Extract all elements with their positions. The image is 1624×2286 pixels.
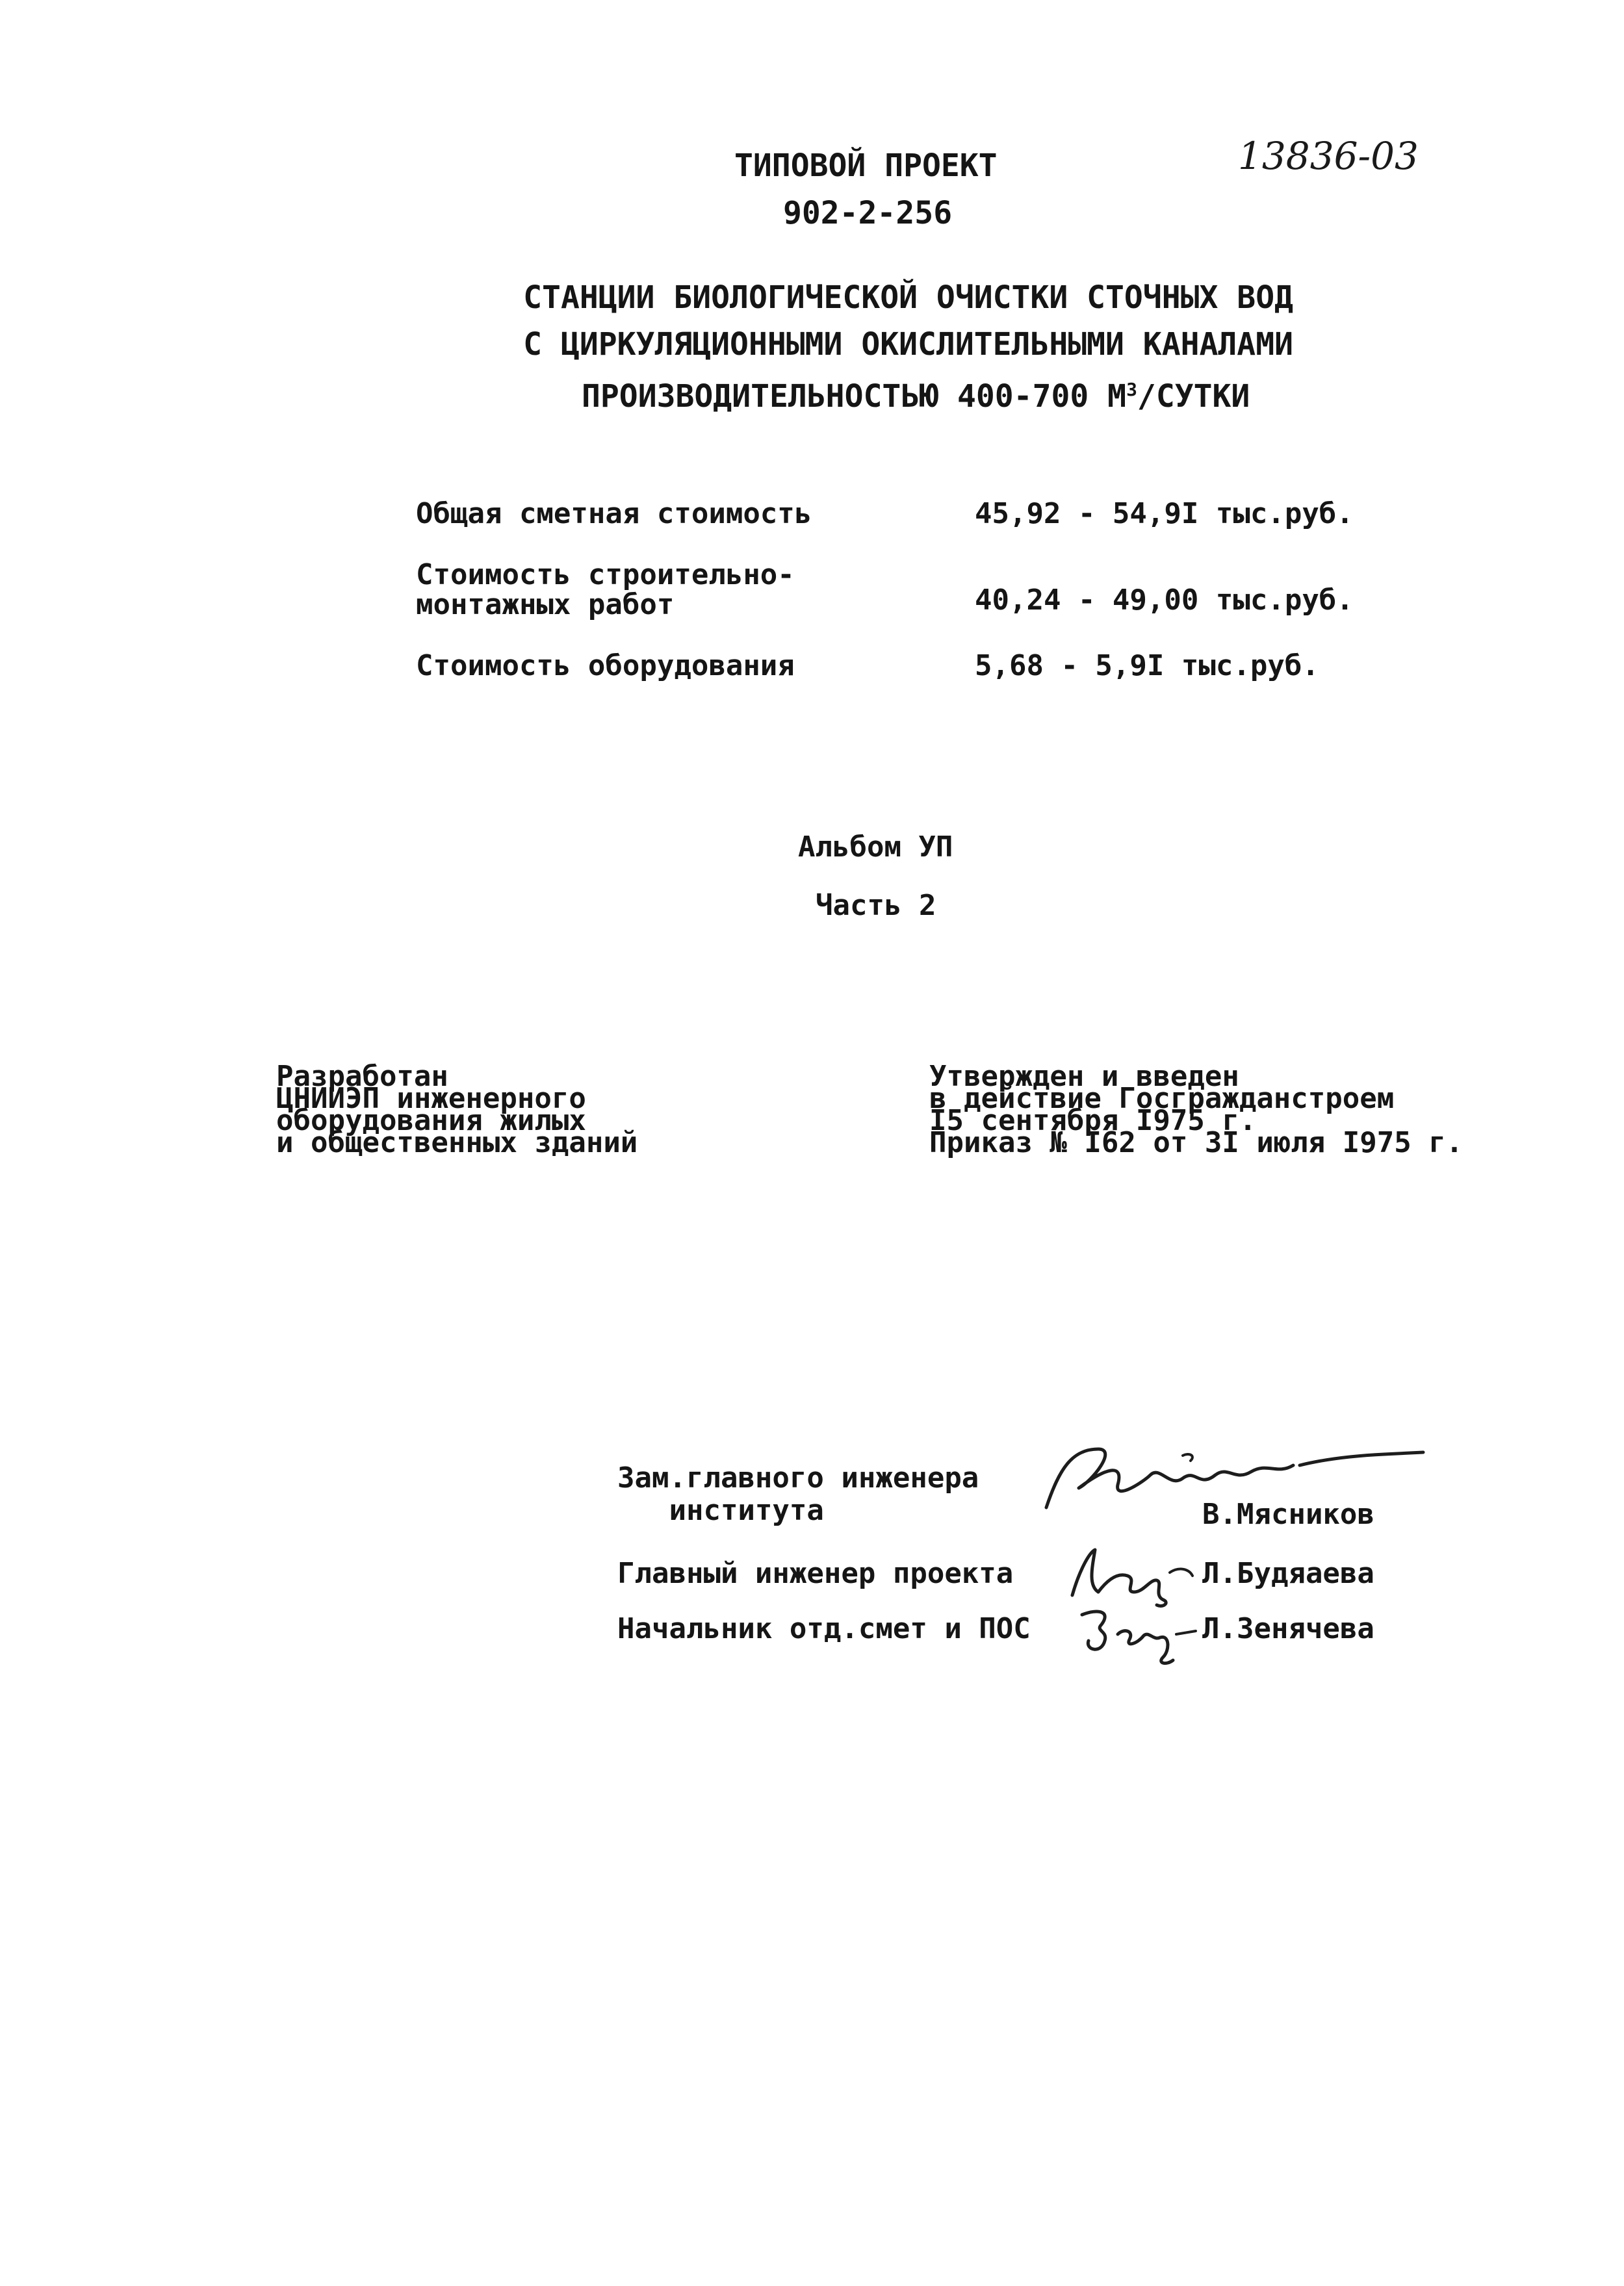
signature-title-deputy-chief: Зам.главного инженера института: [617, 1461, 979, 1527]
title-line-2: С ЦИРКУЛЯЦИОННЫМИ ОКИСЛИТЕЛЬНЫМИ КАНАЛАМИ: [523, 326, 1293, 363]
cost-label-equipment: Стоимость оборудования: [416, 649, 795, 682]
cost-value-equipment: 5,68 - 5,9I тыс.руб.: [975, 649, 1319, 682]
signature-name-estimates-head: Л.Зенячева: [1202, 1612, 1374, 1645]
cost-value-total: 45,92 - 54,9I тыс.руб.: [975, 497, 1354, 530]
cost-label-construction: Стоимость строительно- монтажных работ: [416, 558, 795, 621]
title-line-3: [582, 370, 1250, 416]
developer-block: Разработан ЦНИИЭП инженерного оборудования жилых и общественных зданий: [276, 1060, 638, 1159]
signature-name-chief-engineer: Л.Будяаева: [1202, 1557, 1374, 1590]
inventory-number: 13836-03: [1238, 134, 1419, 178]
signature-title-estimates-head: Начальник отд.смет и ПОС: [617, 1612, 1031, 1645]
title-line-1: СТАНЦИИ БИОЛОГИЧЕСКОЙ ОЧИСТКИ СТОЧНЫХ ВОД: [523, 279, 1293, 316]
cost-value-construction: 40,24 - 49,00 тыс.руб.: [975, 584, 1354, 617]
signature-handwritten-1: [1020, 1430, 1436, 1521]
signature-title-chief-engineer: Главный инженер проекта: [617, 1557, 1014, 1590]
title-capacity-exponent: 3: [1126, 379, 1137, 400]
title-capacity-unit: /СУТКИ: [1137, 378, 1250, 415]
signature-handwritten-3: [1072, 1595, 1202, 1667]
title-capacity: ПРОИЗВОДИТЕЛЬНОСТЬЮ 400-700 М: [582, 378, 1127, 415]
part-label: Часть 2: [816, 889, 936, 922]
cost-label-total: Общая сметная стоимость: [416, 497, 812, 530]
project-label: ТИПОВОЙ ПРОЕКТ: [734, 148, 998, 184]
signature-name-deputy-chief: В.Мясников: [1202, 1498, 1374, 1531]
album-label: Альбом УП: [798, 830, 953, 864]
project-number: 902-2-256: [783, 195, 953, 231]
approval-block: Утвержден и введен в действие Госгражданстроем I5 сентября I975 г. Приказ № I62 от 3I июля I975 г.: [929, 1060, 1463, 1159]
